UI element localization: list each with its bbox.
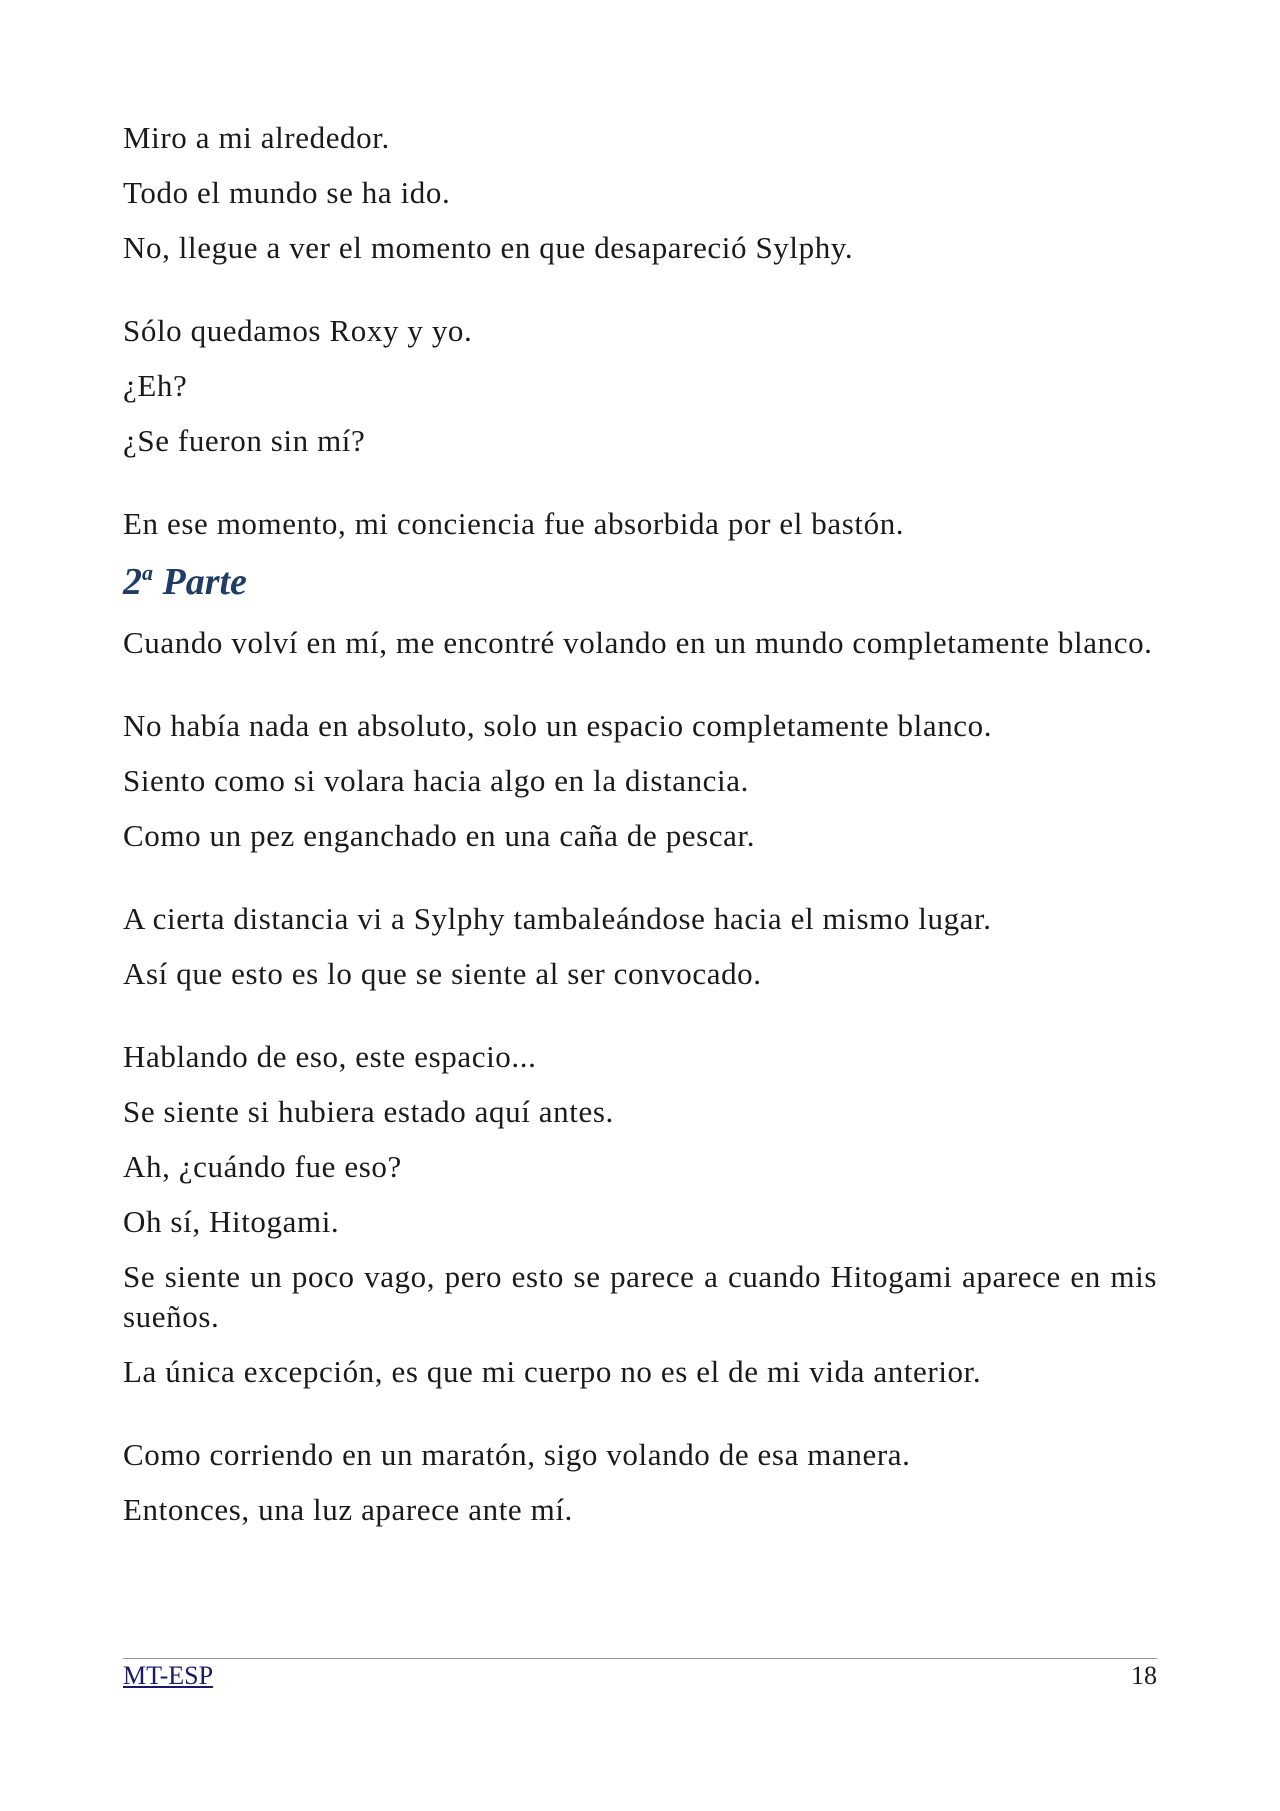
paragraph: No, llegue a ver el momento en que desapareció Sylphy. (123, 230, 854, 265)
paragraph-group (123, 1037, 1157, 1392)
page-body (123, 118, 1157, 1545)
paragraph: ¿Eh? (123, 368, 188, 403)
paragraph: Se siente un poco vago, pero esto se parece a cuando Hitogami aparece en mis sueños. (123, 1259, 1157, 1334)
paragraph-group (123, 706, 1157, 856)
paragraph: En ese momento, mi conciencia fue absorbida por el bastón. (123, 506, 905, 541)
paragraph: Entonces, una luz aparece ante mí. (123, 1492, 573, 1527)
paragraph-group (123, 311, 1157, 461)
paragraph: Oh sí, Hitogami. (123, 1204, 340, 1239)
paragraph: La única excepción, es que mi cuerpo no es el de mi vida anterior. (123, 1354, 982, 1389)
paragraph: Cuando volví en mí, me encontré volando en un mundo completamente blanco. (123, 625, 1153, 660)
paragraph: A cierta distancia vi a Sylphy tambaleándose hacia el mismo lugar. (123, 901, 992, 936)
page-number: 18 (1131, 1661, 1157, 1690)
section-heading-ordinal: a (142, 560, 153, 585)
paragraph: Se siente si hubiera estado aquí antes. (123, 1094, 614, 1129)
paragraph: Ah, ¿cuándo fue eso? (123, 1149, 402, 1184)
footer-link[interactable]: MT-ESP (123, 1661, 214, 1690)
section-heading-number: 2 (123, 561, 142, 603)
paragraph: Hablando de eso, este espacio... (123, 1039, 537, 1074)
paragraph: Sólo quedamos Roxy y yo. (123, 313, 473, 348)
footer-divider (123, 1658, 1157, 1659)
paragraph: Todo el mundo se ha ido. (123, 175, 451, 210)
paragraph-group (123, 504, 1157, 544)
paragraph: Como corriendo en un maratón, sigo volando de esa manera. (123, 1437, 911, 1472)
paragraph: ¿Se fueron sin mí? (123, 423, 366, 458)
paragraph: Siento como si volara hacia algo en la distancia. (123, 763, 749, 798)
section-heading-text: Parte (162, 561, 247, 603)
paragraph-group (123, 1435, 1157, 1530)
paragraph: No había nada en absoluto, solo un espacio completamente blanco. (123, 708, 993, 743)
paragraph-group (123, 623, 1157, 663)
paragraph: Como un pez enganchado en una caña de pescar. (123, 818, 756, 853)
paragraph: Miro a mi alrededor. (123, 120, 390, 155)
paragraph: Así que esto es lo que se siente al ser convocado. (123, 956, 762, 991)
section-heading (123, 559, 1157, 605)
paragraph-group (123, 899, 1157, 994)
paragraph-group (123, 118, 1157, 268)
